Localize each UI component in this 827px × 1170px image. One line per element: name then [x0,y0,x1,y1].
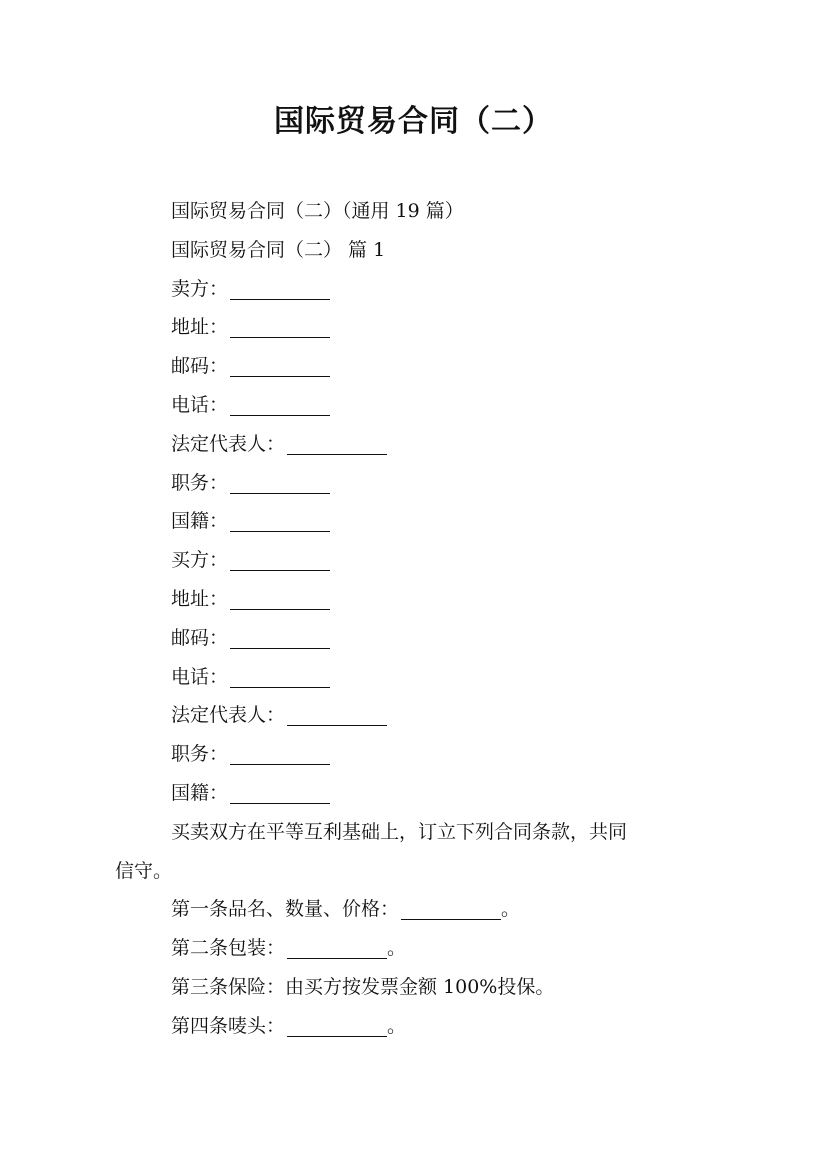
agreement-paragraph-continued [115,852,715,891]
article-line [115,968,715,1007]
fill-in-blank[interactable] [287,1035,387,1037]
fill-in-blank[interactable] [230,530,330,532]
info-line-label: 国籍： [171,510,229,533]
document-title: 国际贸易合同（二） [274,104,553,139]
info-line-label: 国际贸易合同（二）（通用 19 篇） [171,200,464,222]
article-line-suffix: 。 [387,937,407,960]
fill-in-blank[interactable] [230,414,330,416]
info-line [115,580,715,619]
fill-in-blank[interactable] [230,647,330,649]
info-line-label: 国籍： [171,781,229,804]
info-line-label: 卖方： [171,277,229,300]
fill-in-blank[interactable] [230,375,330,377]
article-line [115,1007,715,1046]
info-line-label: 法定代表人： [171,704,286,727]
info-line-label: 地址： [171,316,229,339]
info-line-label: 邮码： [171,626,229,649]
fill-in-blank[interactable] [230,763,330,765]
fill-in-blank[interactable] [230,569,330,571]
info-line-label: 地址： [171,587,229,610]
article-list [115,890,715,1045]
info-line [115,270,715,309]
info-line [115,425,715,464]
info-line-label: 电话： [171,393,229,416]
fill-in-blank[interactable] [230,298,330,300]
paragraph-first-line: 买卖双方在平等互利基础上，订立下列合同条款，共同 [171,820,628,843]
info-line-label: 职务： [171,743,229,766]
info-line [115,386,715,425]
article-line-label: 第三条保险：由买方按发票金额 100%投保。 [171,975,555,998]
info-line-label: 职务： [171,471,229,494]
info-line [115,464,715,503]
info-line [115,502,715,541]
info-line-label: 国际贸易合同（二） 篇 1 [171,238,386,261]
article-line [115,890,715,929]
article-line-suffix: 。 [387,1014,407,1037]
fill-in-blank[interactable] [230,492,330,494]
fill-in-blank[interactable] [230,336,330,338]
article-line-label: 第一条品名、数量、价格： [171,898,400,921]
agreement-paragraph [115,813,715,852]
article-line-label: 第二条包装： [171,937,286,960]
fill-in-blank[interactable] [287,724,387,726]
info-line [115,619,715,658]
info-line-label: 邮码： [171,355,229,378]
fill-in-blank[interactable] [287,957,387,959]
article-line-label: 第四条唛头： [171,1014,286,1037]
info-line-label: 买方： [171,549,229,572]
document-body [115,192,715,1046]
info-line-label: 法定代表人： [171,432,286,455]
fill-in-blank[interactable] [230,686,330,688]
info-line [115,735,715,774]
info-line [115,658,715,697]
article-line-suffix: 。 [501,898,521,921]
fill-in-blank[interactable] [401,918,501,920]
paragraph-second-line: 信守。 [115,859,173,882]
info-line [115,308,715,347]
info-line [115,774,715,813]
info-line [115,696,715,735]
fill-in-blank[interactable] [230,802,330,804]
fill-in-blank[interactable] [287,453,387,455]
info-line [115,192,715,231]
party-info-list [115,192,715,813]
info-line [115,541,715,580]
info-line-label: 电话： [171,665,229,688]
info-line [115,347,715,386]
article-line [115,929,715,968]
fill-in-blank[interactable] [230,608,330,610]
info-line [115,231,715,270]
